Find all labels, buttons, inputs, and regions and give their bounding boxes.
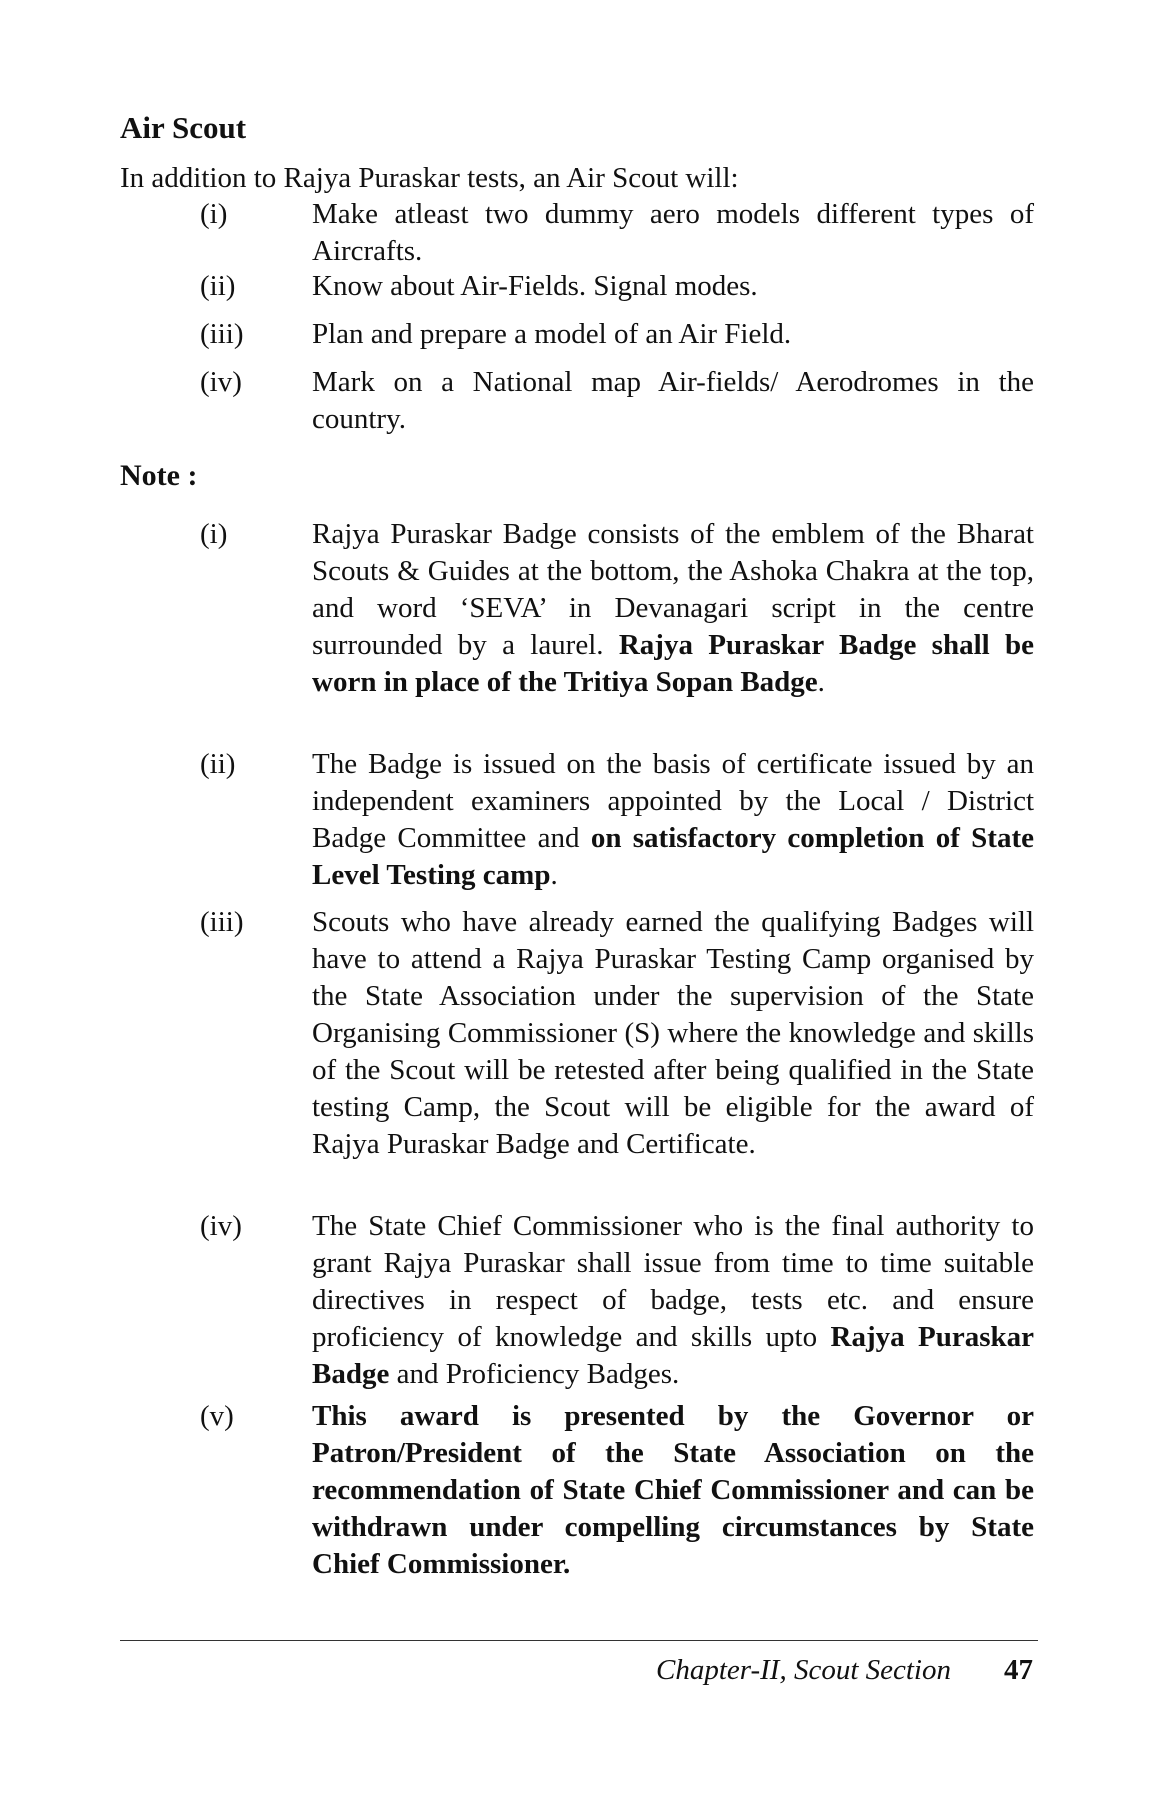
item-text [312, 746, 1034, 894]
item-number: (ii) [200, 748, 236, 780]
item-text-bold: on satisfactory completion of State Level Testing camp [312, 822, 1034, 891]
item-number: (ii) [200, 270, 236, 302]
section-heading: Air Scout [120, 110, 247, 145]
item-number: (v) [200, 1400, 234, 1432]
item-number: (iv) [200, 1210, 242, 1242]
item-text: Mark on a National map Air-fields/ Aerodromes in the country. [312, 366, 1034, 435]
item-text-end: and Proficiency Badges. [396, 1358, 680, 1390]
item-number: (iii) [200, 906, 244, 938]
item-text [312, 516, 1034, 701]
item-text-end: . [550, 859, 558, 891]
item-text [312, 1208, 1034, 1393]
footer-divider [120, 1640, 1038, 1641]
item-text: Know about Air-Fields. Signal modes. [312, 270, 758, 302]
item-text: Plan and prepare a model of an Air Field. [312, 318, 792, 350]
item-text: Make atleast two dummy aero models different types of Aircrafts. [312, 198, 1034, 267]
item-number: (i) [200, 198, 228, 230]
note-label: Note : [120, 459, 198, 492]
item-text-end: . [817, 666, 825, 698]
footer-chapter: Chapter-II, Scout Section [656, 1654, 951, 1686]
item-number: (iv) [200, 366, 242, 398]
item-text-regular: Rajya Puraskar Badge consists of the emblem of the Bharat Scouts & Guides at the bottom, the Ashoka Chakra at the top, and word ‘SEVA’ in Devanagari script in the centre surrounded by a laurel. [312, 518, 1034, 661]
section-intro: In addition to Rajya Puraskar tests, an Air Scout will: [120, 162, 739, 194]
item-text-bold: Rajya Puraskar Badge shall be worn in place of the Tritiya Sopan Badge [312, 629, 1035, 698]
item-text: Scouts who have already earned the qualifying Badges will have to attend a Rajya Puraskar Testing Camp organised by the State Association under the supervision of the State Organising Commissioner (S) where the knowledge and skills of the Scout will be retested after being qualified in the State testing Camp, the Scout will be eligible for the award of Rajya Puraskar Badge and Certificate. [312, 906, 1034, 1160]
item-text-bold: Rajya Puraskar Badge [312, 1321, 1034, 1390]
page-number: 47 [1004, 1654, 1033, 1686]
item-number: (i) [200, 518, 228, 550]
item-text-bold: This award is presented by the Governor or Patron/President of the State Association on the recommendation of State Chief Commissioner and can be withdrawn under compelling circumstances by State Chief Commissioner. [312, 1400, 1034, 1580]
item-number: (iii) [200, 318, 244, 350]
item-text-regular: The State Chief Commissioner who is the final authority to grant Rajya Puraskar shall issue from time to time suitable directives in respect of badge, tests etc. and ensure proficiency of knowledge and skills upto [312, 1210, 1034, 1353]
item-text-regular: The Badge is issued on the basis of certificate issued by an independent examiners appointed by the Local / District Badge Committee and [312, 748, 1034, 854]
